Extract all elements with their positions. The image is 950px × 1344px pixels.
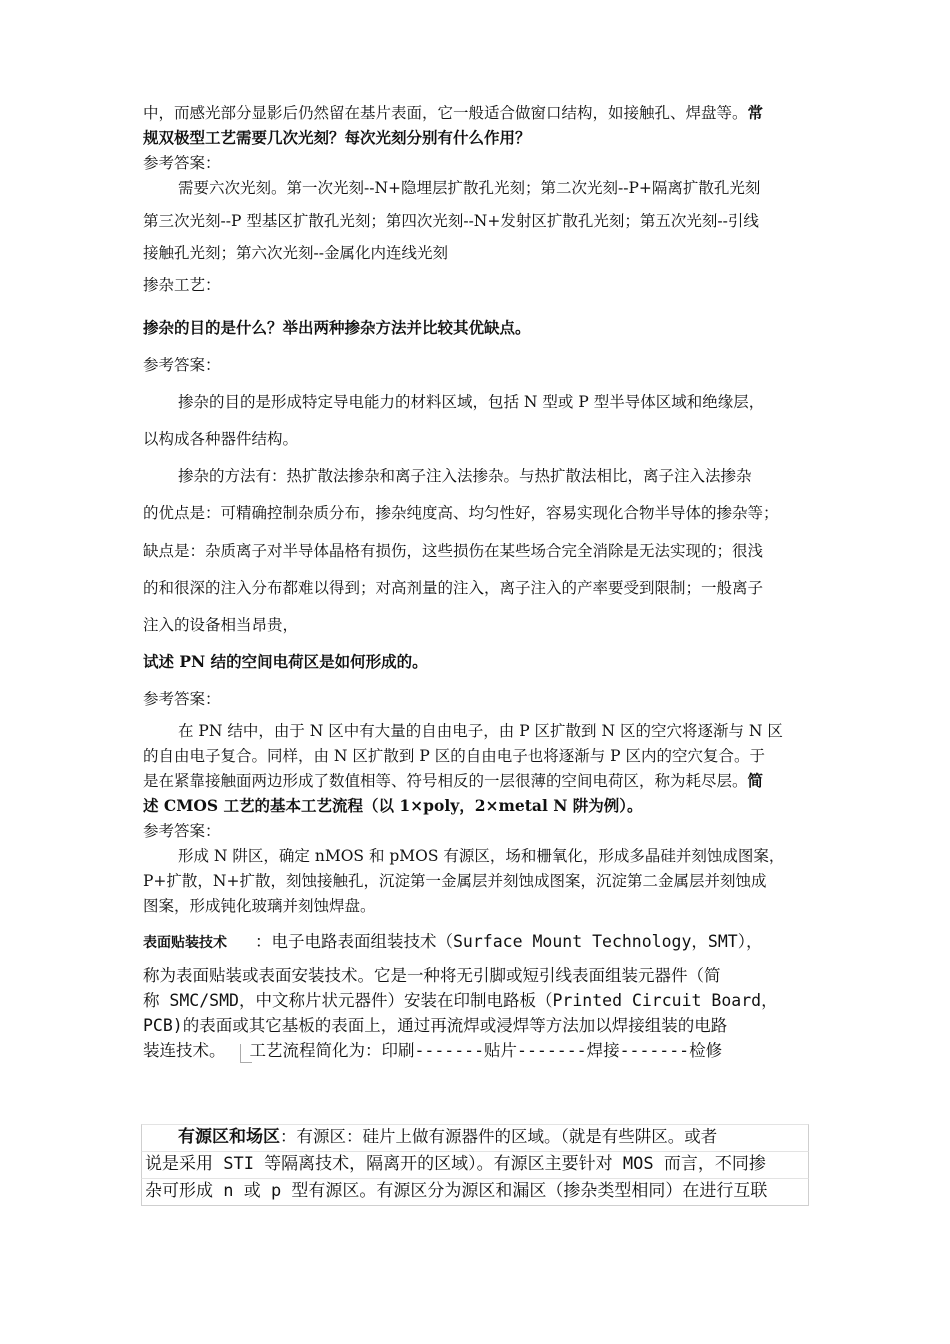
text-span: 装连技术。: [143, 1041, 226, 1060]
answer-label: 参考答案：: [143, 356, 221, 374]
smt-definition: ：电子电路表面组装技术（Surface Mount Technology，SMT），: [255, 932, 763, 951]
answer-text: 形成 N 阱区，确定 nMOS 和 pMOS 有源区，场和栅氧化，形成多晶硅并刻蚀成图案，: [178, 847, 785, 865]
answer-text: 掺杂的目的是形成特定导电能力的材料区域，包括 N 型或 P 型半导体区域和绝缘层，: [178, 393, 765, 411]
active-text: 说是采用 STI 等隔离技术，隔离开的区域）。有源区主要针对 MOS 而言，不同掺: [145, 1154, 766, 1174]
question-heading: 规双极型工艺需要几次光刻？每次光刻分别有什么作用？: [143, 128, 531, 147]
answer-text: 第三次光刻--P 型基区扩散孔光刻；第四次光刻--N+发射区扩散孔光刻；第五次光刻--引线: [143, 212, 759, 230]
answer-label: 参考答案：: [143, 154, 221, 172]
answer-text: 注入的设备相当昂贵，: [143, 616, 299, 634]
active-definition: ：有源区：硅片上做有源器件的区域。（就是有些阱区。或者: [280, 1127, 718, 1146]
answer-text: 掺杂的方法有：热扩散法掺杂和离子注入法掺杂。与热扩散法相比，离子注入法掺杂: [178, 467, 752, 485]
answer-label: 参考答案：: [143, 822, 221, 840]
answer-text: 接触孔光刻；第六次光刻--金属化内连线光刻: [143, 244, 448, 262]
answer-text: 图案，形成钝化玻璃并刻蚀焊盘。: [143, 897, 376, 915]
active-text: 杂可形成 n 或 p 型有源区。有源区分为源区和漏区（掺杂类型相同）在进行互联: [145, 1181, 768, 1201]
section-label: 掺杂工艺：: [143, 276, 221, 294]
answer-text: 的和很深的注入分布都难以得到；对高剂量的注入，离子注入的产率要受到限制；一般离子: [143, 579, 764, 597]
process-flow: 工艺流程简化为：印刷-------贴片-------焊接-------检修: [249, 1041, 723, 1060]
answer-text: 缺点是：杂质离子对半导体晶格有损伤，这些损伤在某些场合完全消除是无法实现的；很浅: [143, 542, 764, 560]
text-line: [143, 103, 763, 123]
answer-text: 在 PN 结中，由于 N 区中有大量的自由电子，由 P 区扩散到 N 区的空穴将逐渐与 N 区: [178, 722, 783, 740]
smt-text: 称为表面贴装或表面安装技术。它是一种将无引脚或短引线表面组装元器件（简: [143, 966, 721, 985]
answer-text: 的优点是：可精确控制杂质分布，掺杂纯度高、均匀性好，容易实现化合物半导体的掺杂等；: [143, 504, 779, 522]
question-heading: 述 CMOS 工艺的基本工艺流程（以 1×poly，2×metal N 阱为例）。: [143, 796, 643, 815]
smt-text: [143, 1041, 722, 1061]
answer-text: P+扩散，N+扩散，刻蚀接触孔，沉淀第一金属层并刻蚀成图案，沉淀第二金属层并刻蚀成: [143, 872, 767, 890]
answer-text: [143, 771, 763, 791]
smt-term: 表面贴装技术: [143, 935, 227, 951]
smt-text: PCB)的表面或其它基板的表面上，通过再流焊或浸焊等方法加以焊接组装的电路: [143, 1016, 728, 1035]
question-start: 常: [747, 103, 764, 122]
smt-text: 称 SMC/SMD，中文称片状元器件）安装在印制电路板（Printed Circuit Board，: [143, 991, 778, 1010]
text-span: 是在紧靠接触面两边形成了数值相等、符号相反的一层很薄的空间电荷区，称为耗尽层。: [143, 772, 748, 790]
active-line: [145, 1126, 717, 1148]
smt-line: [143, 932, 762, 953]
question-heading: 试述 PN 结的空间电荷区是如何形成的。: [143, 652, 428, 671]
text-boundary-mark: [240, 1044, 252, 1063]
text-span: 中，而感光部分显影后仍然留在基片表面，它一般适合做窗口结构，如接触孔、焊盘等。: [143, 104, 748, 122]
answer-text: 以构成各种器件结构。: [143, 430, 299, 448]
answer-text: 需要六次光刻。第一次光刻--N+隐埋层扩散孔光刻；第二次光刻--P+隔离扩散孔光刻: [178, 179, 761, 197]
active-term: 有源区和场区: [178, 1127, 280, 1147]
question-start: 简: [747, 771, 764, 790]
answer-text: 的自由电子复合。同样，由 N 区扩散到 P 区的自由电子也将逐渐与 P 区内的空穴复合。于: [143, 747, 765, 765]
question-heading: 掺杂的目的是什么？举出两种掺杂方法并比较其优缺点。: [143, 318, 531, 337]
answer-label: 参考答案：: [143, 690, 221, 708]
